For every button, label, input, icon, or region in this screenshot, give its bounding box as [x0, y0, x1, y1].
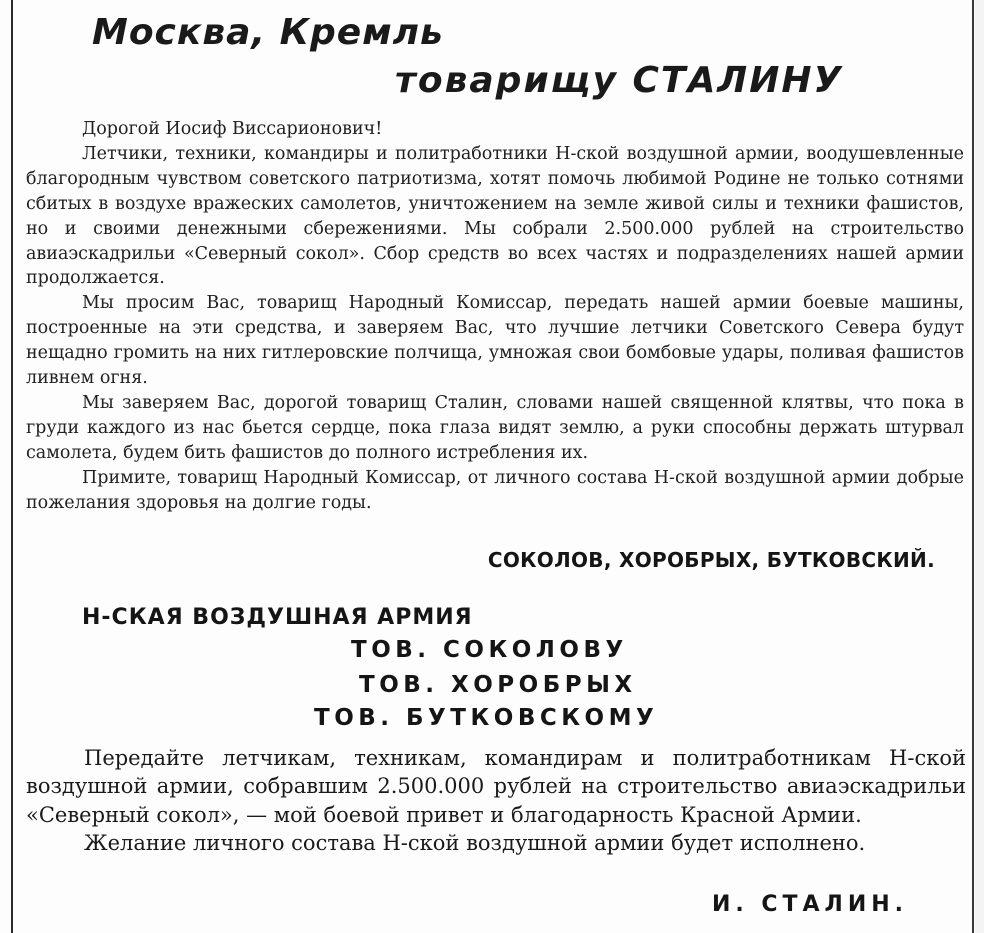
reply-addressee: ТОВ. ХОРОБРЫХ — [359, 672, 637, 698]
letter-signers: СОКОЛОВ, ХОРОБРЫХ, БУТКОВСКИЙ. — [487, 548, 935, 572]
letter-paragraph: Летчики, техники, командиры и политработники Н-ской воздушной армии, воодушевленные благородным чувством советского патриотизма, хотят помочь любимой Родине не только сотнями сбитых в воздухе вражеских самолетов, уничтожением на земле живой силы и техники фашистов, но и своими денежными сбережениями. Мы собрали 2.500.000 рублей на строительство авиаэскадрильи «Северный сокол». Сбор средств во всех частях и подразделениях нашей армии продолжается. — [26, 143, 964, 289]
column-rule-left — [11, 0, 13, 933]
column-rule-right — [972, 0, 974, 933]
reply-addressee: ТОВ. БУТКОВСКОМУ — [314, 705, 659, 731]
header-addressee: товарищу СТАЛИНУ — [395, 60, 844, 101]
letter-paragraph: Примите, товарищ Народный Комиссар, от личного состава Н-ской воздушной армии добрые пожелания здоровья на долгие годы. — [26, 467, 964, 513]
letter-paragraph: Мы заверяем Вас, дорогой товарищ Сталин, словами нашей священной клятвы, что пока в груди каждого из нас бьется сердце, пока глаза видят землю, а руки способны держать штурвал самолета, будем бить фашистов до полного истребления их. — [26, 392, 964, 463]
reply-paragraph: Желание личного состава Н-ской воздушной армии будет исполнено. — [84, 830, 866, 855]
letter-greeting: Дорогой Иосиф Виссарионович! — [82, 119, 383, 139]
reply-body — [26, 744, 966, 857]
reply-signature: И. СТАЛИН. — [711, 892, 908, 917]
header-location: Москва, Кремль — [92, 12, 444, 53]
reply-paragraph: Передайте летчикам, техникам, командирам и политработникам Н-ской воздушной армии, собравшим 2.500.000 рублей на строительство авиаэскадрильи «Северный сокол», — мой боевой привет и благодарность Красной Армии. — [26, 746, 966, 827]
letter-body — [26, 117, 964, 516]
adjacent-column-edge — [975, 0, 984, 933]
letter-paragraph: Мы просим Вас, товарищ Народный Комиссар, передать нашей армии боевые машины, построенные на эти средства, и заверяем Вас, что лучшие летчики Советского Севера будут нещадно громить на них гитлеровские полчища, умножая свои бомбовые удары, поливая фашистов ливнем огня. — [26, 293, 964, 389]
reply-addressee: ТОВ. СОКОЛОВУ — [351, 637, 628, 663]
reply-recipient-army: Н-СКАЯ ВОЗДУШНАЯ АРМИЯ — [82, 605, 473, 630]
